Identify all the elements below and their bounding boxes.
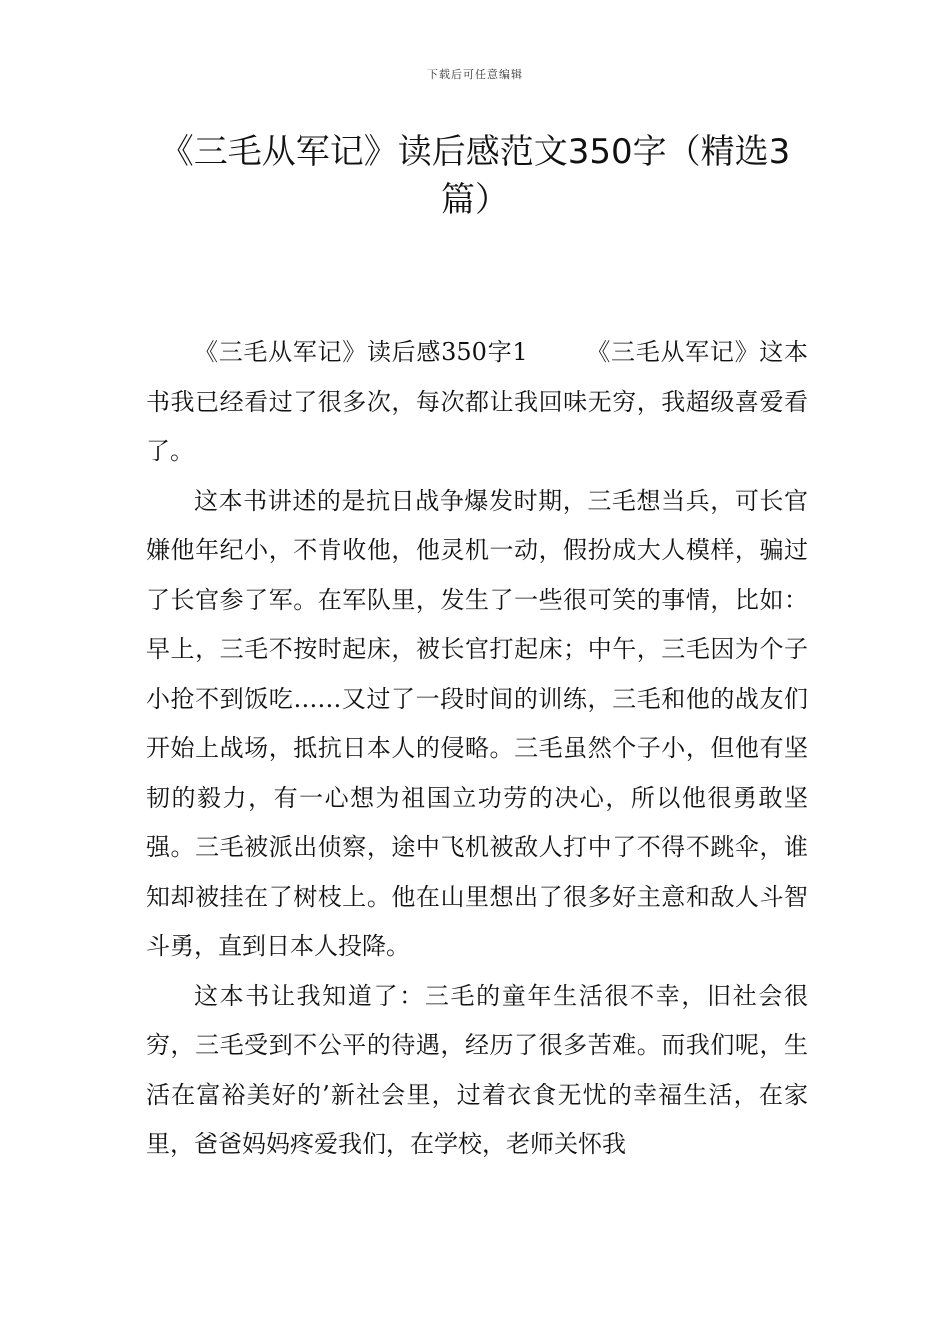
paragraph-3: 这本书让我知道了：三毛的童年生活很不幸，旧社会很穷，三毛受到不公平的待遇，经历了很多苦难。而我们呢，生活在富裕美好的’新社会里，过着衣食无忧的幸福生活，在家里，爸爸妈妈疼爱我们，在学校，老师关怀我 <box>146 981 808 1158</box>
document-body <box>146 328 808 1170</box>
paragraph-1 <box>146 328 808 477</box>
paragraph-2: 这本书讲述的是抗日战争爆发时期，三毛想当兵，可长官嫌他年纪小，不肯收他，他灵机一动，假扮成大人模样，骗过了长官参了军。在军队里，发生了一些很可笑的事情，比如：早上，三毛不按时起床，被长官打起床；中午，三毛因为个子小抢不到饭吃……又过了一段时间的训练，三毛和他的战友们开始上战场，抵抗日本人的侵略。三毛虽然个子小，但他有坚韧的毅力，有一心想为祖国立功劳的决心，所以他很勇敢坚强。三毛被派出侦察，途中飞机被敌人打中了不得不跳伞，谁知却被挂在了树枝上。他在山里想出了很多好主意和敌人斗智斗勇，直到日本人投降。 <box>146 486 808 960</box>
section-heading: 《三毛从军记》读后感350字1 <box>194 338 528 366</box>
header-note: 下载后可任意编辑 <box>427 68 523 81</box>
paragraph-1-text: 《三毛从军记》这本书我已经看过了很多次，每次都让我回味无穷，我超级喜爱看了。 <box>146 338 809 465</box>
document-title: 《三毛从军记》读后感范文350字（精选3篇） <box>159 132 791 220</box>
